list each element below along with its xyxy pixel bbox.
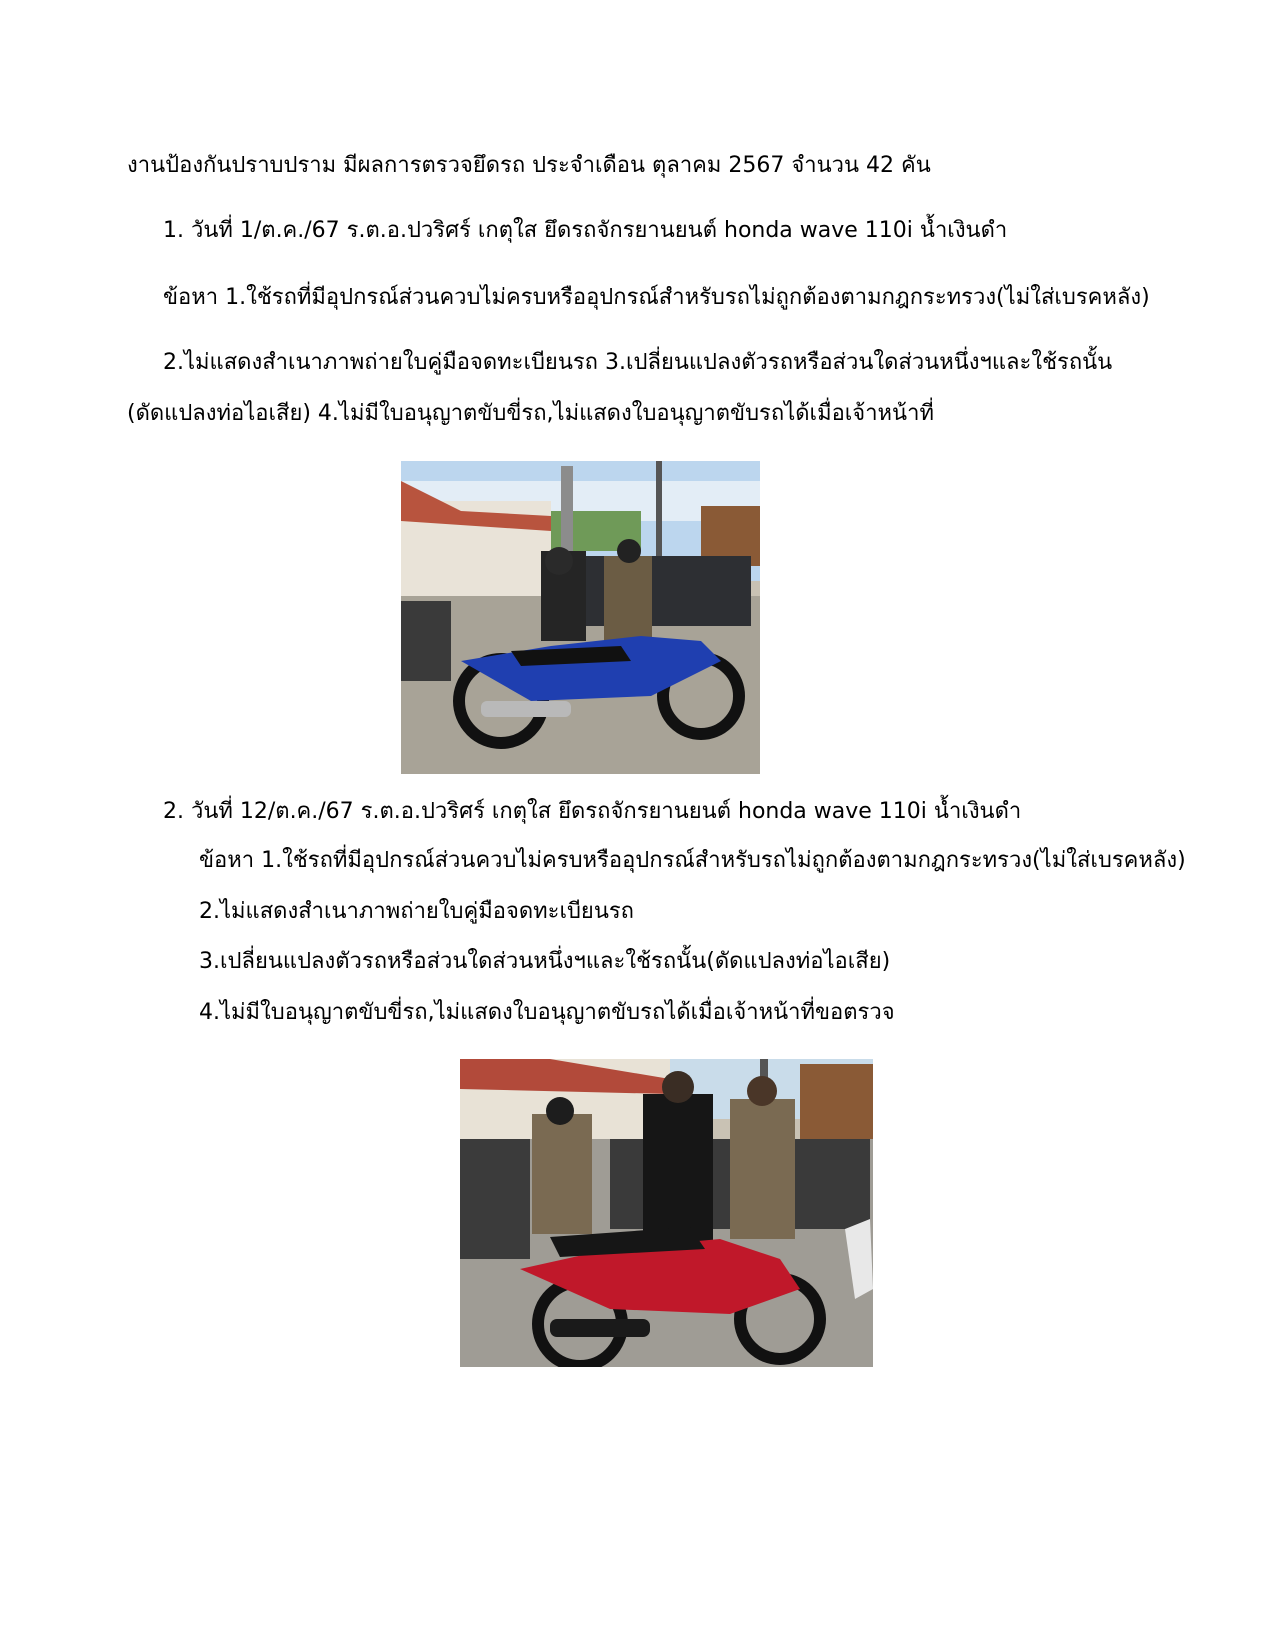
report-header: งานป้องกันปราบปราม มีผลการตรวจยึดรถ ประจำเดือน ตุลาคม 2567 จำนวน 42 คัน	[127, 153, 931, 178]
seizure-photo-2	[460, 1059, 873, 1367]
item2-charge-line4: 4.ไม่มีใบอนุญาตขับขี่รถ,ไม่แสดงใบอนุญาตขับรถได้เมื่อเจ้าหน้าที่ขอตรวจ	[199, 1000, 895, 1025]
item1-charge-line3: (ดัดแปลงท่อไอเสีย) 4.ไม่มีใบอนุญาตขับขี่รถ,ไม่แสดงใบอนุญาตขับรถได้เมื่อเจ้าหน้าที่	[127, 401, 934, 426]
item1-charge-line2: 2.ไม่แสดงสำเนาภาพถ่ายใบคู่มือจดทะเบียนรถ 3.เปลี่ยนแปลงตัวรถหรือส่วนใดส่วนหนึ่งฯและใช้รถนั้น	[163, 350, 1113, 375]
item1-charge-line1: ข้อหา 1.ใช้รถที่มีอุปกรณ์ส่วนควบไม่ครบหรืออุปกรณ์สำหรับรถไม่ถูกต้องตามกฎกระทรวง(ไม่ใส่เบรคหลัง)	[163, 285, 1150, 310]
seizure-photo-1	[401, 461, 760, 774]
item2-charge-line3: 3.เปลี่ยนแปลงตัวรถหรือส่วนใดส่วนหนึ่งฯและใช้รถนั้น(ดัดแปลงท่อไอเสีย)	[199, 949, 891, 974]
item2-charge-line2: 2.ไม่แสดงสำเนาภาพถ่ายใบคู่มือจดทะเบียนรถ	[199, 899, 634, 924]
item1-title: 1. วันที่ 1/ต.ค./67 ร.ต.อ.ปวริศร์ เกตุใส ยึดรถจักรยานยนต์ honda wave 110i น้ำเงินดำ	[163, 218, 1008, 243]
item2-charge-line1: ข้อหา 1.ใช้รถที่มีอุปกรณ์ส่วนควบไม่ครบหรืออุปกรณ์สำหรับรถไม่ถูกต้องตามกฎกระทรวง(ไม่ใส่เบรคหลัง)	[199, 848, 1186, 873]
item2-title: 2. วันที่ 12/ต.ค./67 ร.ต.อ.ปวริศร์ เกตุใส ยึดรถจักรยานยนต์ honda wave 110i น้ำเงินดำ	[163, 799, 1022, 824]
